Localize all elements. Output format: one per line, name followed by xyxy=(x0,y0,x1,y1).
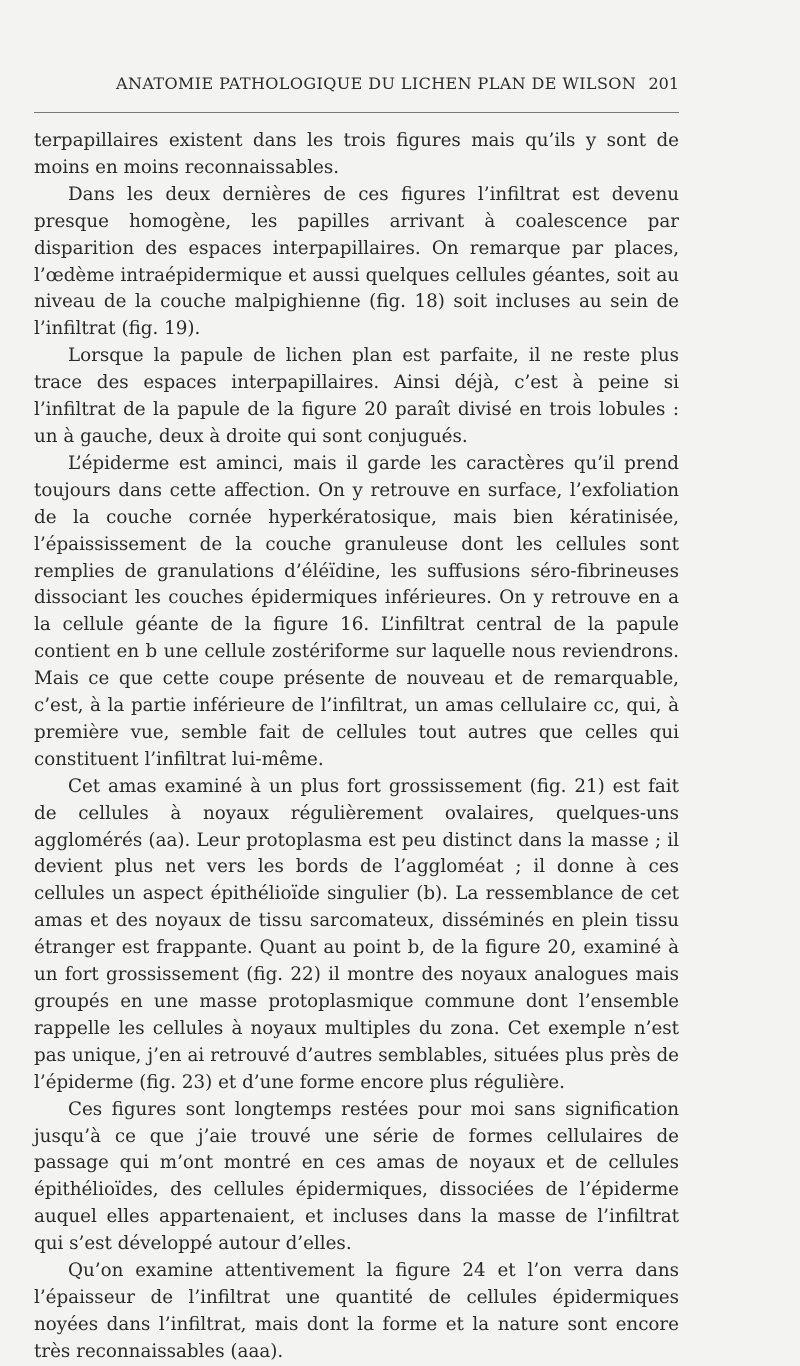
paragraph: Qu’on examine attentivement la figure 24 et l’on verra dans l’épaisseur de l’infiltrat une quantité de cellules épidermiques noyées dans l’infiltrat, mais dont la forme et la nature sont encore très reconnaissables (aaa). xyxy=(34,1260,679,1362)
page-header xyxy=(34,74,679,102)
paragraph-continuation: terpapillaires existent dans les trois figures mais qu’ils y sont de moins en moins reconnaissables. xyxy=(34,130,679,178)
page-number: 201 xyxy=(648,74,679,93)
paragraph: Dans les deux dernières de ces figures l’infiltrat est devenu presque homogène, les papilles arrivant à coalescence par disparition des espaces interpapillaires. On remarque par places, l’œdème intraépidermique et aussi quelques cellules géantes, soit au niveau de la couche malpighienne (fig. 18) soit incluses au sein de l’infiltrat (fig. 19). xyxy=(34,183,679,340)
running-title: ANATOMIE PATHOLOGIQUE DU LICHEN PLAN DE WILSON xyxy=(116,74,637,93)
paragraph: Ces figures sont longtemps restées pour moi sans signification jusqu’à ce que j’aie trouvé une série de formes cellulaires de passage qui m’ont montré en ces amas de noyaux et de cellules épithélioïdes, des cellules épidermiques, dissociées de l’épiderme auquel elles appartenaient, et incluses dans la masse de l’infiltrat qui s’est développé autour d’elles. xyxy=(34,1098,679,1255)
paragraph: L’épiderme est aminci, mais il garde les caractères qu’il prend toujours dans cette affection. On y retrouve en surface, l’exfoliation de la couche cornée hyperkératosique, mais bien kératinisée, l’épaississement de la couche granuleuse dont les cellules sont remplies de granulations d’éléïdine, les suffusions séro-fibrineuses dissociant les couches épidermiques inférieures. On y retrouve en a la cellule géante de la figure 16. L’infiltrat central de la papule contient en b une cellule zostériforme sur laquelle nous reviendrons. Mais ce que cette coupe présente de nouveau et de remarquable, c’est, à la partie inférieure de l’infiltrat, un amas cellulaire cc, qui, à première vue, semble fait de cellules tout autres que celles qui constituent l’infiltrat lui-même. xyxy=(34,452,679,770)
body-text xyxy=(34,128,679,1366)
paragraph: Cet amas examiné à un plus fort grossissement (fig. 21) est fait de cellules à noyaux régulièrement ovalaires, quelques-uns agglomérés (aa). Leur protoplasma est peu distinct dans la masse ; il devient plus net vers les bords de l’aggloméat ; il donne à ces cellules un aspect épithélioïde singulier (b). La ressemblance de cet amas et des noyaux de tissu sarcomateux, disséminés en plein tissu étranger est frappante. Quant au point b, de la figure 20, examiné à un fort grossissement (fig. 22) il montre des noyaux analogues mais groupés en une masse protoplasmique commune dont l’ensemble rappelle les cellules à noyaux multiples du zona. Cet exemple n’est pas unique, j’en ai retrouvé d’autres semblables, situées plus près de l’épiderme (fig. 23) et d’une forme encore plus régulière. xyxy=(34,775,679,1093)
paragraph: Lorsque la papule de lichen plan est parfaite, il ne reste plus trace des espaces interpapillaires. Ainsi déjà, c’est à peine si l’infiltrat de la papule de la figure 20 paraît divisé en trois lobules : un à gauche, deux à droite qui sont conjugués. xyxy=(34,345,679,447)
header-rule xyxy=(34,112,679,113)
